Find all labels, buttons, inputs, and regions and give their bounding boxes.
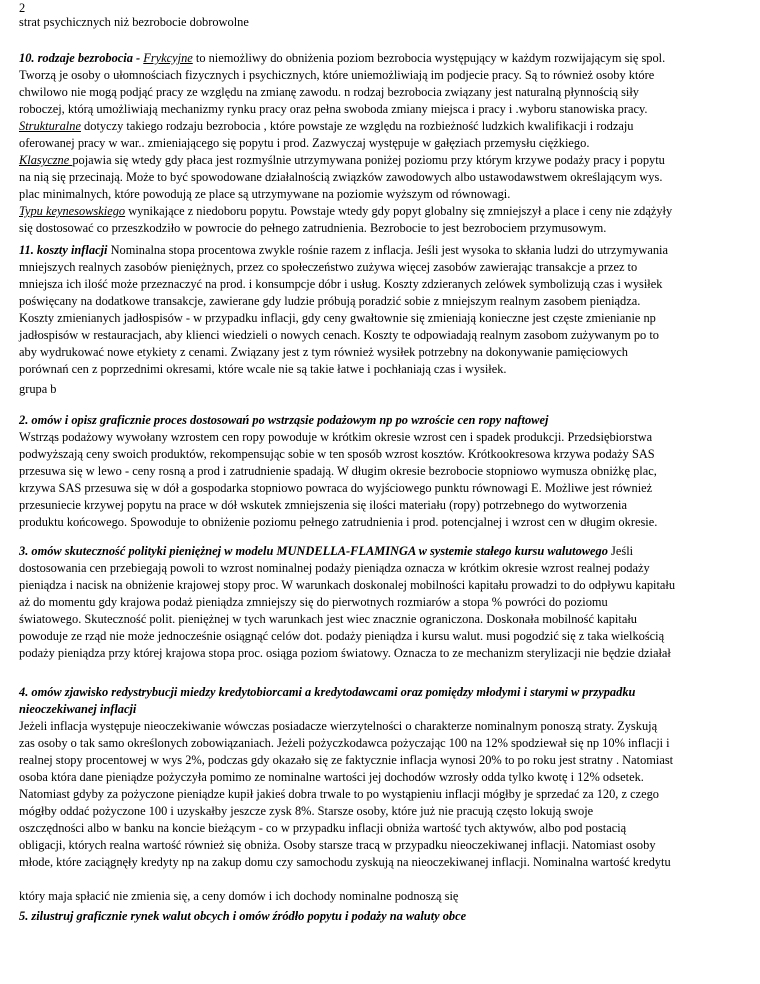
- text-span: oferowanej pracy w war.. zmieniającego się popytu i prod. Zazwyczaj występuje w gałęziach przemysłu ciężkiego.: [19, 136, 590, 150]
- text-span: mniejszych realnych zasobów pieniężnych, przez co społeczeństwo zużywa więcej zasobów zawierając transakcje a przez to: [19, 260, 638, 274]
- question-heading: 2. omów i opisz graficznie proces dostosowań po wstrząsie podażowym np po wzroście cen ropy naftowej: [19, 413, 549, 427]
- text-span: Jeśli: [607, 544, 634, 558]
- text-line: [19, 84, 639, 101]
- text-line: [19, 276, 662, 293]
- term-label: Frykcyjne: [143, 51, 193, 65]
- text-line: [19, 50, 665, 67]
- text-span: pieniądza i nacisk na obniżenie krajowej stopy proc. W warunkach doskonalej mobilności kapitału prowadzi to do odpływu kapitału: [19, 578, 676, 592]
- text-line: [19, 361, 507, 378]
- text-line: [19, 327, 659, 344]
- text-span: Nominalna stopa procentowa zwykle rośnie razem z inflacja. Jeśli jest wysoka to skłania ludzi do utrzymywania: [107, 243, 668, 257]
- text-line: [19, 67, 654, 84]
- text-line: [19, 718, 657, 735]
- term-label: Typu keynesowskiego: [19, 204, 126, 218]
- text-line: [19, 908, 466, 925]
- text-span: podwyższają ceny swoich produktów, rekompensując sobie w ten sposób wzrost kosztów. Krótkookresowa krzywa podaży SAS: [19, 447, 655, 461]
- text-span: plac minimalnych, które powodują ze place są utrzymywane na poziomie wyższym od równowagi.: [19, 187, 511, 201]
- text-line: [19, 220, 606, 237]
- text-span: roboczej, którą umożliwiają mechanizmy rynku pracy oraz pełna swoboda zmiany miejsca i pracy i .wyboru stanowiska pracy.: [19, 102, 648, 116]
- text-line: [19, 186, 510, 203]
- text-line: [19, 259, 637, 276]
- text-span: jadłospisów w restauracjach, aby klienci wiedzieli o nowych cenach. Koszty te odpowiadają realnym zasobom zużywanym po to: [19, 328, 659, 342]
- text-span: mniejsza ich ilość może przeznaczyć na prod. i konsumpcje dóbr i usług. Koszty zdzieranych zelówek symbolizują czas i wysiłek: [19, 277, 663, 291]
- text-span: zas osoby o tak samo określonych zobowiązaniach. Jeżeli pożyczkodawca pożyczając 100 na 12% spodziewał się np 10% inflacji i: [19, 736, 670, 750]
- text-line: [19, 381, 57, 398]
- text-line: [19, 888, 458, 905]
- text-line: [19, 628, 664, 645]
- text-span: Wstrząs podażowy wywołany wzrostem cen ropy powoduje w krótkim okresie wzrost cen i spadek produkcji. Przedsiębiorstwa: [19, 430, 653, 444]
- text-line: [19, 14, 249, 31]
- page-number: [19, 0, 25, 17]
- text-span: 2: [19, 1, 26, 15]
- text-span: na nią się przecinają. Może to być spowodowane działalnością związków zawodowych albo ustawodawstwem określającym wys.: [19, 170, 663, 184]
- text-line: [19, 735, 670, 752]
- question-heading: 5. zilustruj graficznie rynek walut obcych i omów źródło popytu i podaży na waluty obce: [19, 909, 467, 923]
- text-line: [19, 101, 648, 118]
- text-span: się dostosować co przeszkodziło w powrocie do pełnego zatrudnienia. Bezrobocie to jest bezrobociem przymusowym.: [19, 221, 607, 235]
- text-span: produktu końcowego. Spowoduje to obniżenie poziomu pełnego zatrudnienia i prod. potencjalnej i wzrost cen w długim okresie.: [19, 515, 658, 529]
- question-heading: 10. rodzaje bezrobocia -: [19, 51, 144, 65]
- text-span: podaży pieniądza przy której krajowa stopa proc. osiąga poziom światowy. Oznacza to ze mechanizm sterylizacji nie będzie działał: [19, 646, 671, 660]
- text-span: osoba która dane pieniądze pożyczyła pomimo ze nominalne wartości jej dochodów wzrosły odda tylko kwotę i 12% odsetek.: [19, 770, 644, 784]
- text-span: Jeżeli inflacja występuje nieoczekiwanie wówczas posiadacze wierzytelności o charakterze nominalnym ponoszą straty. Zyskują: [19, 719, 658, 733]
- text-span: powoduje ze rząd nie może jednocześnie osiągnąć celów dot. podaży pieniądza i kursu walut. musi pogodzić się z taka wielkością: [19, 629, 665, 643]
- term-label: Strukturalne: [19, 119, 81, 133]
- text-line: [19, 514, 657, 531]
- text-span: obligacji, których realna wartość również się obniża. Osoby starsze tracą w przypadku nieoczekiwanej inflacji. Natomiast osoby: [19, 838, 656, 852]
- text-span: który maja spłacić nie zmienia się, a ceny domów i ich dochody nominalne podnoszą się: [19, 889, 459, 903]
- text-span: to niemożliwy do obniżenia poziom bezrobocia występujący w każdym rozwijającym się spol.: [192, 51, 666, 65]
- text-line: [19, 854, 671, 871]
- text-line: [19, 135, 589, 152]
- text-line: [19, 412, 548, 429]
- text-span: strat psychicznych niż bezrobocie dobrowolne: [19, 15, 249, 29]
- text-line: [19, 242, 668, 259]
- text-line: [19, 293, 640, 310]
- text-line: [19, 169, 662, 186]
- text-line: [19, 118, 634, 135]
- text-line: [19, 701, 136, 718]
- text-span: młode, które zaciągnęły kredyty np na zakup domu czy samochodu zyskują na nieoczekiwanej inflacji. Nominalna wartość kredytu: [19, 855, 671, 869]
- text-line: [19, 310, 656, 327]
- text-line: [19, 577, 675, 594]
- text-span: realnej stopy procentowej w wys 2%, podczas gdy okazało się ze faktycznie inflacja wynosi 20% to po roku jest stratny . Natomiast: [19, 753, 674, 767]
- text-line: [19, 611, 637, 628]
- question-heading: 11. koszty inflacji: [19, 243, 108, 257]
- text-span: Natomiast gdyby za pożyczone pieniądze kupił jakieś dobra trwale to po wystąpieniu inflacji mógłby je sprzedać za 120, z czego: [19, 787, 659, 801]
- text-span: krzywa SAS przesuwa się w dół a gospodarka stopniowo powraca do wyjściowego punktu równowagi E. Możliwe jest również: [19, 481, 653, 495]
- text-span: mógłby oddać pożyczone 100 i uzyskałby jeszcze zysk 8%. Starsze osoby, które już nie pracują często lokują swoje: [19, 804, 594, 818]
- text-span: dotyczy takiego rodzaju bezrobocia , które powstaje ze względu na rozbieżność ludzkich kwalifikacji i rodzaju: [80, 119, 634, 133]
- question-heading: 3. omów skuteczność polityki pieniężnej w modelu MUNDELLA-FLAMINGA w systemie stałego kursu walutowego: [19, 544, 608, 558]
- text-line: [19, 543, 633, 560]
- text-span: przesuwa się w lewo - ceny rosną a prod i zatrudnienie spadają. W długim okresie bezrobocie stopniowo wymusza obniżkę plac,: [19, 464, 657, 478]
- text-line: [19, 429, 652, 446]
- text-line: [19, 752, 673, 769]
- text-line: [19, 645, 671, 662]
- text-span: grupa b: [19, 382, 57, 396]
- question-heading: nieoczekiwanej inflacji: [19, 702, 137, 716]
- text-line: [19, 837, 656, 854]
- text-span: chwilowo nie mogą podjąć pracy ze względu na zmianę zawodu. n rodzaj bezrobocia związany jest naturalną płynnością siły: [19, 85, 639, 99]
- text-line: [19, 820, 626, 837]
- text-span: światowego. Skuteczność polit. pieniężnej w tych warunkach jest wiec znacznie ograniczona. Doskonała mobilność kapitału: [19, 612, 637, 626]
- text-span: Tworzą je osoby o ułomnościach fizycznych i psychicznych, które uniemożliwiają im podjecie pracy. Są to również osoby które: [19, 68, 655, 82]
- text-line: [19, 152, 665, 169]
- text-line: [19, 497, 627, 514]
- text-line: [19, 803, 593, 820]
- text-span: poświęcany na dodatkowe transakcje, zawierane gdy ludzie próbują poradzić sobie z mniejszym realnym zasobem pieniądza.: [19, 294, 641, 308]
- text-span: przesuniecie krzywej popytu na prace w dół wskutek zmniejszenia się ilości materiału (ropy) potrzebnego do wytworzenia: [19, 498, 627, 512]
- text-span: porównań cen z poprzednimi okresami, które wcale nie są takie łatwe i pochłaniają czas i wysiłek.: [19, 362, 507, 376]
- text-line: [19, 769, 644, 786]
- text-line: [19, 786, 659, 803]
- term-label: Klasyczne: [19, 153, 73, 167]
- text-line: [19, 560, 650, 577]
- text-line: [19, 344, 628, 361]
- text-line: [19, 446, 655, 463]
- text-span: aby wydrukować nowe etykiety z cenami. Związany jest z tym również wysiłek potrzebny na dokonywanie pamięciowych: [19, 345, 629, 359]
- text-line: [19, 684, 635, 701]
- text-span: oszczędności albo w banku na koncie bieżącym - co w przypadku inflacji obniża wartość tych aktywów, albo pod postacią: [19, 821, 627, 835]
- text-line: [19, 594, 608, 611]
- question-heading: 4. omów zjawisko redystrybucji miedzy kredytobiorcami a kredytodawcami oraz pomiędzy młodymi i starymi w przypadku: [19, 685, 636, 699]
- text-span: dostosowania cen przebiegają powoli to wzrost nominalnej podaży pieniądza oznacza w krótkim okresie wzrost realnej podaży: [19, 561, 650, 575]
- text-span: pojawia się wtedy gdy płaca jest rozmyślnie utrzymywana poniżej poziomu przy którym krzywe podaży pracy i popytu: [72, 153, 665, 167]
- text-span: Koszty zmienianych jadłospisów - w przypadku inflacji, gdy ceny gwałtownie się zmieniają konieczne jest częste zmienianie np: [19, 311, 656, 325]
- text-span: wynikające z niedoboru popytu. Powstaje wtedy gdy popyt globalny się zmniejszył a place i ceny nie zdążyły: [125, 204, 673, 218]
- text-line: [19, 480, 652, 497]
- text-line: [19, 463, 657, 480]
- text-span: aż do momentu gdy krajowa podaż pieniądza zmniejszy się do pierwotnych rozmiarów a stopa % powróci do poziomu: [19, 595, 608, 609]
- text-line: [19, 203, 672, 220]
